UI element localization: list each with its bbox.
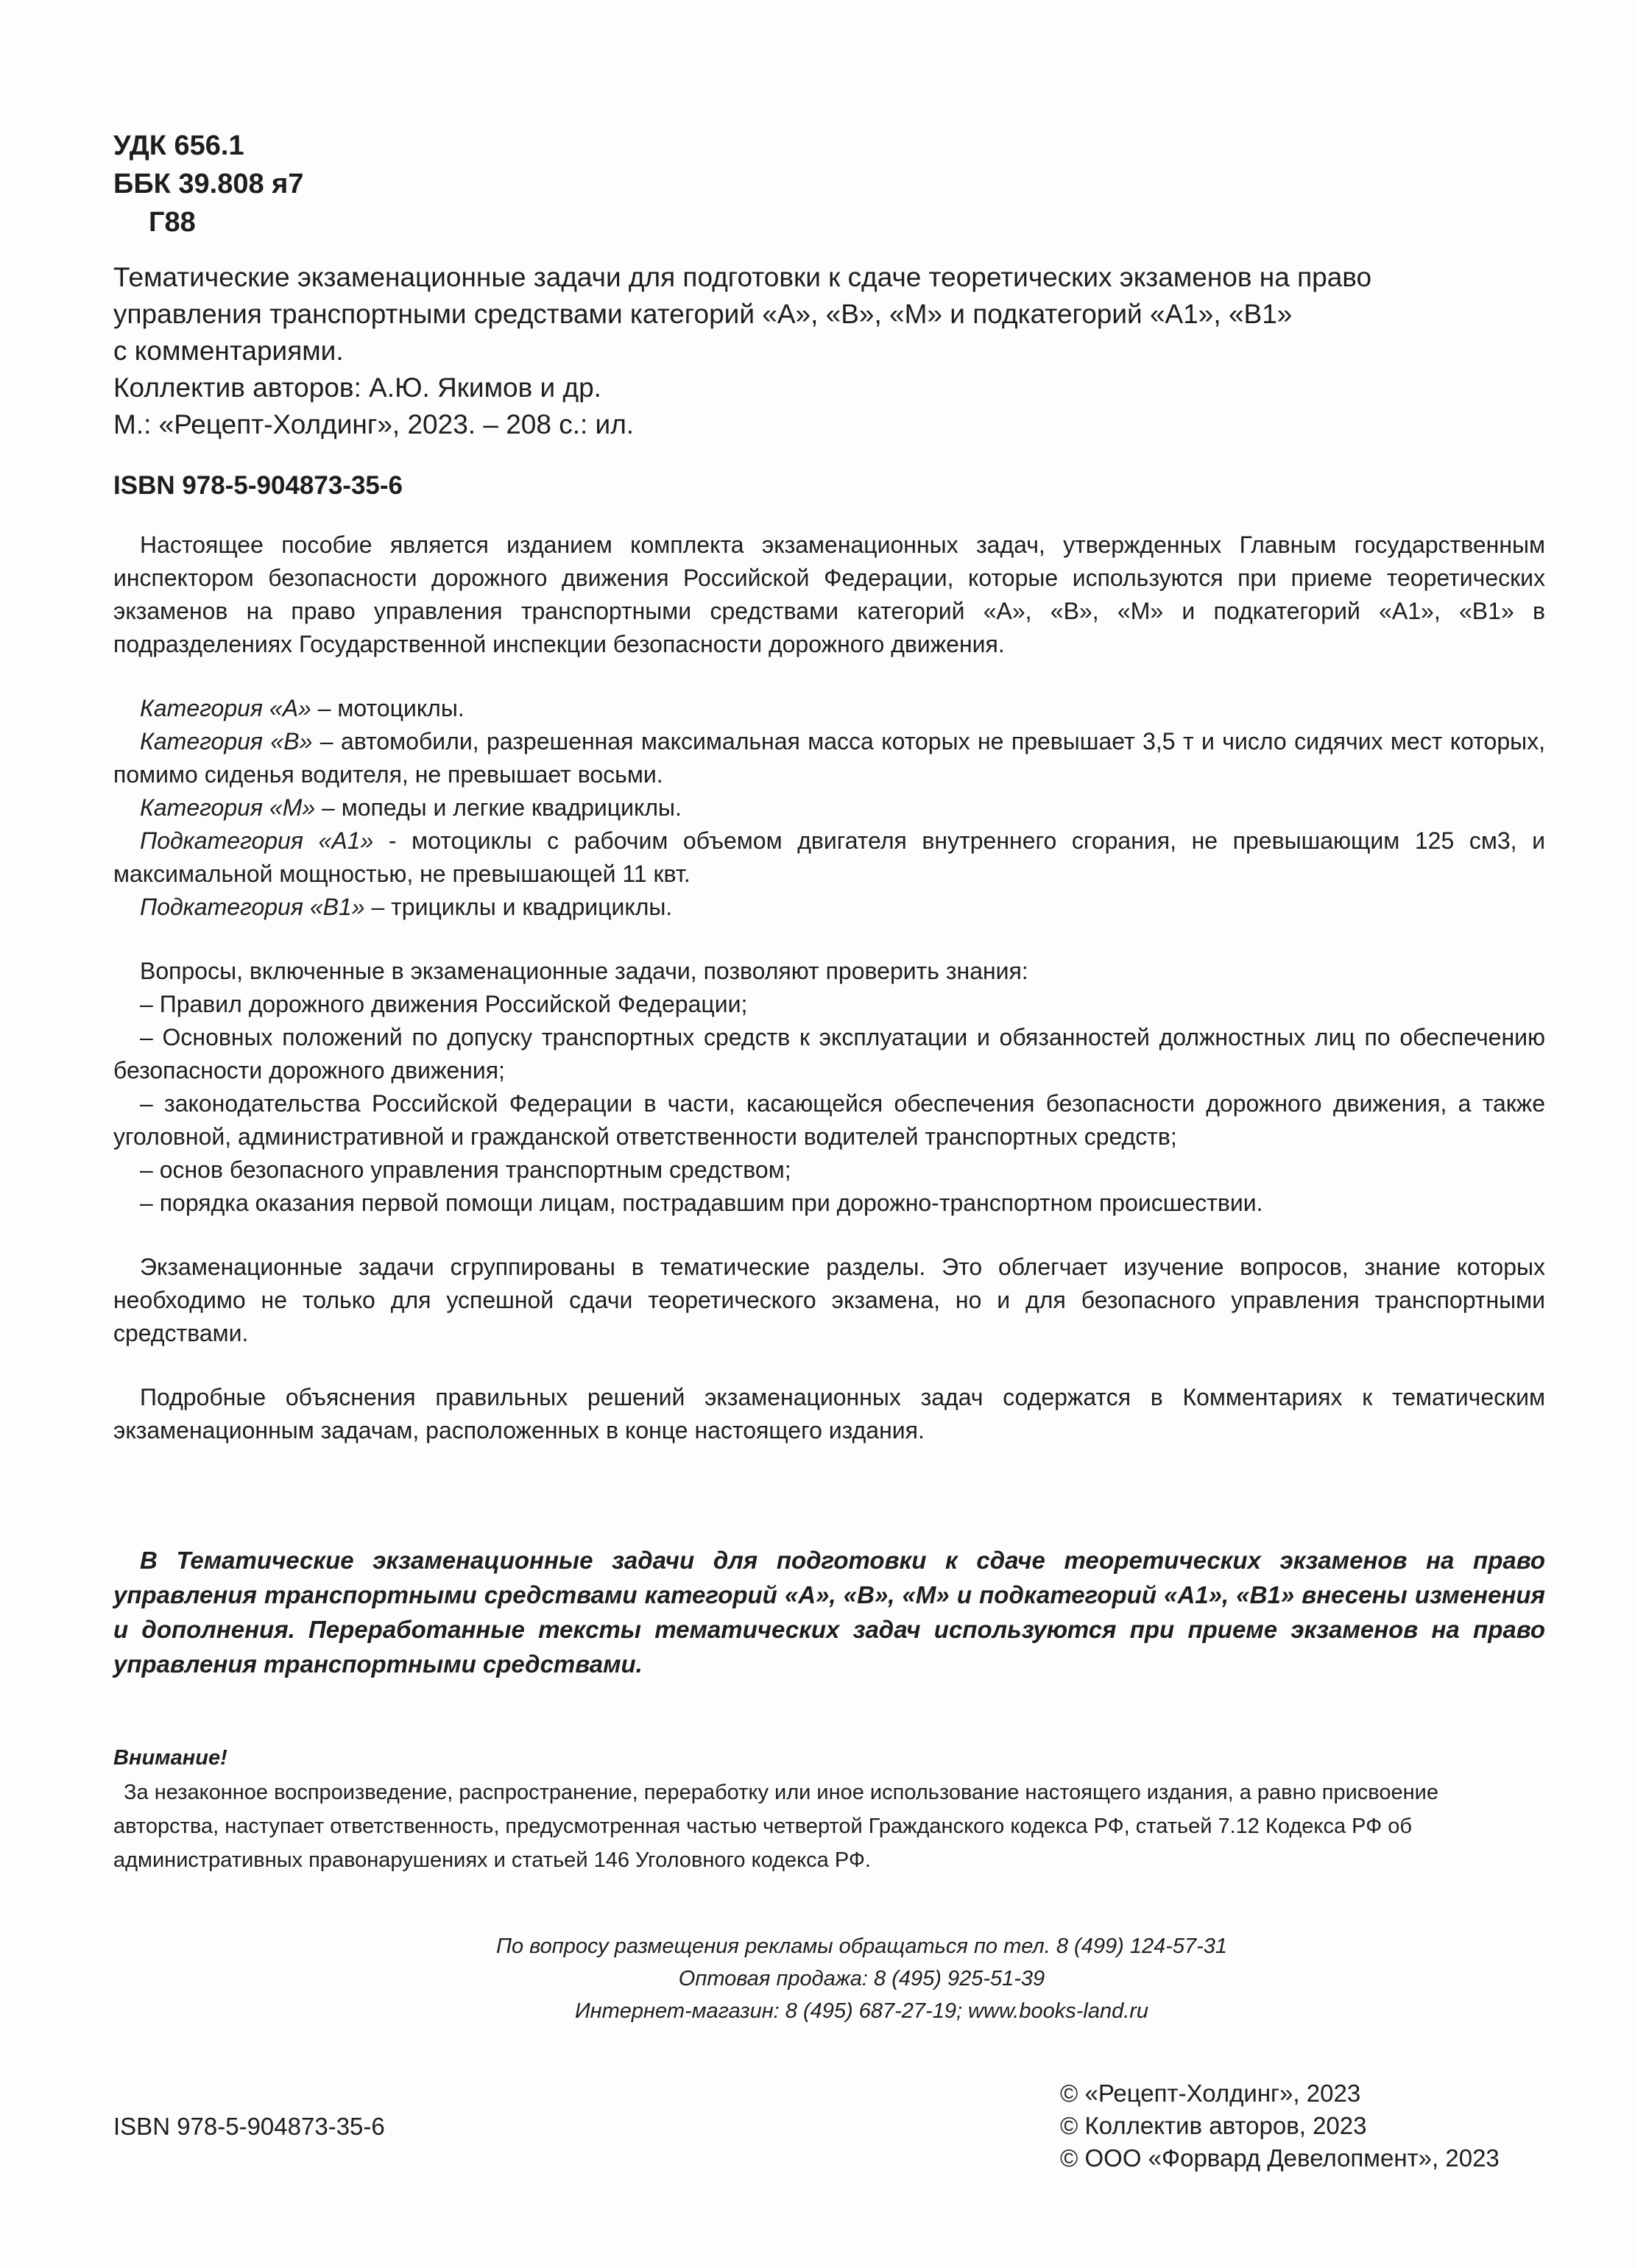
category-name: Категория «А» xyxy=(140,695,311,721)
category-desc: – мотоциклы. xyxy=(311,695,465,721)
warning-title: Внимание! xyxy=(113,1746,227,1770)
category-item xyxy=(113,692,1545,725)
isbn-top: ISBN 978-5-904873-35-6 xyxy=(113,471,403,500)
title-line: управления транспортными средствами категорий «А», «В», «М» и подкатегорий «А1», «В1» xyxy=(113,299,1293,329)
category-desc: - мотоциклы с рабочим объемом двигателя внутреннего сгорания, не превышающим 125 см3, и максимальной мощностью, не превышающей 11 квт. xyxy=(113,827,1546,887)
changes-notice: В Тематические экзаменационные задачи для подготовки к сдаче теоретических экзаменов на право управления транспортными средствами категорий «А», «В», «М» и подкатегорий «А1», «В1» внесены изменения и дополнения. Переработанные тексты тематических задач используются при приеме экзаменов на право управления транспортными средствами. xyxy=(113,1547,1545,1678)
grouping-paragraph: Экзаменационные задачи сгруппированы в тематические разделы. Это облегчает изучение вопросов, знание которых необходимо не только для успешной сдачи теоретического экзамена, но и для безопасного управления транспортными средствами. xyxy=(113,1254,1545,1346)
copyright-line: © «Рецепт-Холдинг», 2023 xyxy=(1060,2080,1361,2107)
category-name: Подкатегория «А1» xyxy=(140,827,374,854)
bibliographic-record xyxy=(113,259,1564,443)
abstract xyxy=(113,529,1545,1478)
category-item xyxy=(113,791,1545,824)
imprint-line: М.: «Рецепт-Холдинг», 2023. – 208 с.: ил. xyxy=(113,409,635,439)
author-mark: Г88 xyxy=(149,207,196,238)
category-desc: – мопеды и легкие квадрициклы. xyxy=(315,794,682,821)
abstract-intro: Настоящее пособие является изданием комплекта экзаменационных задач, утвержденных Главным государственным инспектором безопасности дорожного движения Российской Федерации, которые используются при приеме теоретических экзаменов на право управления транспортными средствами категорий «А», «В», «М» и подкатегорий «А1», «В1» в подразделениях Государственной инспекции безопасности дорожного движения. xyxy=(113,531,1545,657)
ads-contact: По вопросу размещения рекламы обращаться по тел. 8 (499) 124-57-31 xyxy=(495,1935,1228,1958)
question-item: – порядка оказания первой помощи лицам, пострадавшим при дорожно-транспортном происшествии. xyxy=(140,1190,1263,1216)
category-name: Категория «В» xyxy=(140,728,313,755)
wholesale-contact: Оптовая продажа: 8 (495) 925-51-39 xyxy=(678,1967,1045,1990)
classification-codes xyxy=(113,127,303,241)
category-desc: – автомобили, разрешенная максимальная масса которых не превышает 3,5 т и число сидячих мест которых, помимо сиденья водителя, не превышает восьми. xyxy=(113,728,1546,788)
questions-intro: Вопросы, включенные в экзаменационные задачи, позволяют проверить знания: xyxy=(140,958,1028,984)
udk-code: УДК 656.1 xyxy=(113,130,244,161)
category-item xyxy=(113,824,1545,891)
category-name: Категория «М» xyxy=(140,794,316,821)
question-item: – основ безопасного управления транспортным средством; xyxy=(140,1156,791,1183)
copyright-block xyxy=(1060,2077,1500,2175)
question-item: – законодательства Российской Федерации в части, касающейся обеспечения безопасности дорожного движения, а также уголовной, административной и гражданской ответственности водителей транспортных средств; xyxy=(113,1090,1545,1150)
category-item xyxy=(113,891,1545,924)
warning-body: За незаконное воспроизведение, распространение, переработку или иное использование настоящего издания, а равно присвоение авторства, наступает ответственность, предусмотренная частью четвертой Гражданского кодекса РФ, статьей 7.12 Кодекса РФ об административных правонарушениях и статьей 146 Уголовного кодекса РФ. xyxy=(113,1781,1438,1872)
bbk-code: ББК 39.808 я7 xyxy=(113,169,304,199)
isbn-bottom: ISBN 978-5-904873-35-6 xyxy=(113,2113,385,2140)
title-line: Тематические экзаменационные задачи для подготовки к сдаче теоретических экзаменов на право xyxy=(113,262,1372,292)
title-line: с комментариями. xyxy=(113,336,344,366)
category-desc: – трициклы и квадрициклы. xyxy=(364,894,673,920)
copyright-line: © Коллектив авторов, 2023 xyxy=(1060,2112,1367,2139)
copyright-line: © ООО «Форвард Девелопмент», 2023 xyxy=(1060,2144,1500,2172)
category-item xyxy=(113,725,1545,791)
shop-contact: Интернет-магазин: 8 (495) 687-27-19; www.books-land.ru xyxy=(574,1999,1149,2023)
comments-paragraph: Подробные объяснения правильных решений экзаменационных задач содержатся в Комментариях к тематическим экзаменационным задачам, расположенных в конце настоящего издания. xyxy=(113,1384,1545,1444)
contacts-block xyxy=(0,1930,1635,2027)
authors-line: Коллектив авторов: А.Ю. Якимов и др. xyxy=(113,372,601,403)
category-name: Подкатегория «В1» xyxy=(140,894,365,920)
question-item: – Основных положений по допуску транспортных средств к эксплуатации и обязанностей должностных лиц по обеспечению безопасности дорожного движения; xyxy=(113,1024,1545,1084)
question-item: – Правил дорожного движения Российской Федерации; xyxy=(140,991,748,1017)
